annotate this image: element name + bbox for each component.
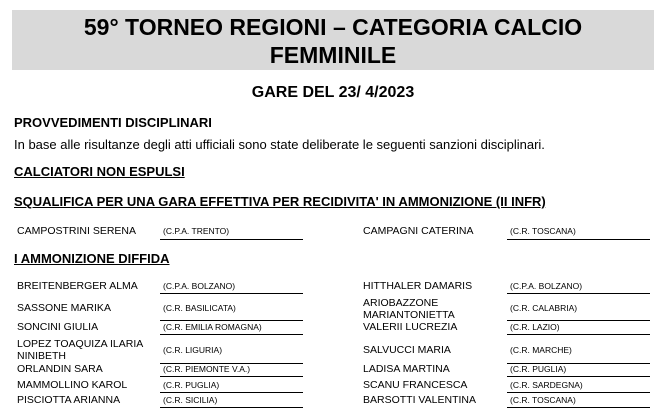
intro-text: In base alle risultanze degli atti ufficiali sono state deliberate le seguenti sanzioni disciplinari. — [14, 137, 545, 152]
row-divider — [507, 334, 650, 335]
player-name: BREITENBERGER ALMA — [17, 280, 138, 292]
player-name: SASSONE MARIKA — [17, 302, 111, 314]
row-divider — [507, 293, 650, 294]
title-line-1: 59° TORNEO REGIONI – CATEGORIA CALCIO — [83, 14, 583, 40]
player-team: (C.R. SARDEGNA) — [510, 380, 583, 390]
player-team: (C.R. EMILIA ROMAGNA) — [163, 322, 262, 332]
title-line-2: FEMMINILE — [269, 42, 397, 68]
player-team: (C.P.A. TRENTO) — [163, 226, 230, 236]
row-divider — [160, 334, 303, 335]
group-title: CALCIATORI NON ESPULSI — [14, 164, 185, 179]
player-name: LADISA MARTINA — [363, 363, 450, 375]
player-team: (C.R. BASILICATA) — [163, 303, 236, 313]
player-name: MAMMOLLINO KAROL — [17, 379, 128, 391]
match-date: GARE DEL 23/ 4/2023 — [251, 84, 415, 101]
row-divider — [507, 239, 650, 240]
player-name: VALERII LUCREZIA — [363, 321, 458, 333]
document-title — [12, 10, 654, 70]
player-team: (C.R. PUGLIA) — [510, 364, 567, 374]
section-title: PROVVEDIMENTI DISCIPLINARI — [14, 115, 212, 130]
player-name: ORLANDIN SARA — [17, 363, 103, 375]
row-divider — [160, 376, 303, 377]
player-team: (C.R. LIGURIA) — [163, 345, 223, 355]
player-name: SALVUCCI MARIA — [363, 344, 451, 356]
player-name: CAMPAGNI CATERINA — [363, 225, 474, 237]
row-divider — [507, 392, 650, 393]
row-divider — [507, 376, 650, 377]
player-team: (C.R. MARCHE) — [510, 345, 572, 355]
player-team: (C.P.A. BOLZANO) — [510, 281, 583, 291]
player-team: (C.R. PIEMONTE V.A.) — [163, 364, 251, 374]
player-name: LOPEZ TOAQUIZA ILARIA NINIBETH — [17, 338, 143, 362]
player-name: SONCINI GIULIA — [17, 321, 99, 333]
player-name: CAMPOSTRINI SERENA — [17, 225, 137, 237]
player-name: HITTHALER DAMARIS — [363, 280, 473, 292]
row-divider — [160, 407, 303, 408]
row-divider — [160, 392, 303, 393]
player-team: (C.R. SICILIA) — [163, 395, 218, 405]
player-team: (C.R. TOSCANA) — [510, 395, 576, 405]
player-name: SCANU FRANCESCA — [363, 379, 468, 391]
player-name: BARSOTTI VALENTINA — [363, 394, 476, 406]
row-divider — [160, 239, 303, 240]
player-team: (C.R. TOSCANA) — [510, 226, 576, 236]
squalifica-title: SQUALIFICA PER UNA GARA EFFETTIVA PER RECIDIVITA' IN AMMONIZIONE (II INFR) — [14, 194, 546, 209]
player-team: (C.P.A. BOLZANO) — [163, 281, 236, 291]
player-team: (C.R. PUGLIA) — [163, 380, 220, 390]
diffida-title: I AMMONIZIONE DIFFIDA — [14, 251, 170, 266]
player-name: PISCIOTTA ARIANNA — [17, 394, 121, 406]
row-divider — [160, 293, 303, 294]
player-team: (C.R. LAZIO) — [510, 322, 560, 332]
player-team: (C.R. CALABRIA) — [510, 303, 578, 313]
row-divider — [507, 407, 650, 408]
player-name: ARIOBAZZONE MARIANTONIETTA — [363, 297, 455, 321]
